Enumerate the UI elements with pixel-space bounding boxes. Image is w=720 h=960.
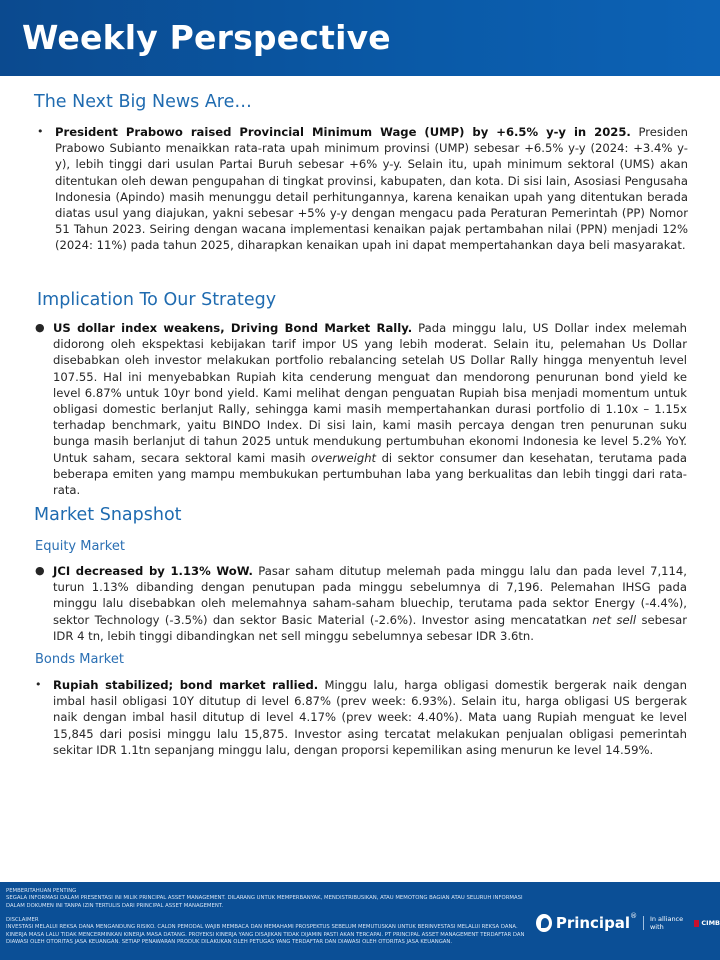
disclaimer-block bbox=[6, 917, 526, 946]
alliance-label bbox=[650, 915, 720, 931]
implication-paragraph bbox=[35, 320, 687, 498]
next-news-body: Presiden Prabowo Subianto menaikkan rata-rata upah minimum provinsi (UMP) sebesar +6.5% y-y (2024: +3.4% y-y), lebih tinggi dari usulan Partai Buruh sebesar +6% y-y. Selain itu, upah minimum sektoral (UMS) akan ditentukan oleh dewan pengupahan di tingkat provinsi, kabupaten, dan kota. Di sisi lain, Asosiasi Pengusaha Indonesia (Apindo) masih menunggu detail perhitungannya, karena kenaikan upah yang ditentukan berada diatas usul yang diajukan, yakni sebesar +5% y-y dengan mengacu pada Peraturan Pemerintah (PP) Nomor 51 Tahun 2023. Seiring dengan wacana implementasi kenaikan pajak pertambahan nilai (PPN) menjadi 12% (2024: 11%) pada tahun 2025, diharapkan kenaikan upah ini dapat mempertahankan daya beli masyarakat. bbox=[55, 125, 688, 253]
implication-heading: Implication To Our Strategy bbox=[37, 290, 277, 310]
equity-market-heading: Equity Market bbox=[35, 539, 125, 554]
page-title: Weekly Perspective bbox=[22, 18, 391, 57]
bonds-body: Minggu lalu, harga obligasi domestik bergerak naik dengan imbal hasil obligasi 10Y ditutup di level 6.87% (prev week: 6.93%). Selain itu, harga obligasi US bergerak naik dengan imbal hasil ditutup di level 4.17% (prev week: 4.40%). Mata uang Rupiah menguat ke level 15,845 dari posisi minggu lalu 15,875. Investor asing tercatat melakukan penjualan obligasi pemerintah sekitar IDR 1.1tn sepanjang minggu lalu, dengan proporsi kepemilikan asing menurun ke level 14.59%. bbox=[53, 678, 688, 757]
bullet-icon: • bbox=[37, 125, 44, 138]
equity-body-2: sebesar IDR 4 tn, lebih tinggi dibandingkan net sell minggu sebelumnya sebesar IDR 3.6tn. bbox=[53, 612, 688, 643]
notice-body: SEGALA INFORMASI DALAM PRESENTASI INI MILIK PRINCIPAL ASSET MANAGEMENT. DILARANG UNTUK MEMPERBANYAK, MENDISTRIBUSIKAN, ATAU MEMOTONG BAGIAN ATAU SELURUH INFORMASI DALAM DOKUMEN INI TANPA IZIN TERTULIS DARI PRINCIPAL ASSET MANAGEMENT. bbox=[6, 895, 523, 909]
notice-title: PEMBERITAHUAN PENTING bbox=[6, 888, 77, 894]
bonds-market-heading: Bonds Market bbox=[35, 652, 124, 667]
cimb-logo-icon bbox=[694, 920, 700, 927]
page-header bbox=[0, 0, 720, 76]
principal-logo bbox=[536, 912, 720, 934]
implication-body-2: di sektor consumer dan kesehatan, terutama pada beberapa emiten yang mampu membukukan pertumbuhan laba yang berkualitas dan lebih tinggi dari rata-rata. bbox=[53, 450, 687, 498]
logo-divider bbox=[643, 916, 644, 930]
market-snapshot-heading: Market Snapshot bbox=[34, 505, 182, 525]
alliance-text: In alliance with bbox=[649, 915, 684, 931]
next-news-lead: President Prabowo raised Provincial Minimum Wage (UMP) by +6.5% y-y in 2025. bbox=[55, 125, 631, 139]
cimb-logo-text: CIMB bbox=[701, 919, 720, 927]
equity-paragraph bbox=[35, 563, 688, 644]
disclaimer-body: INVESTASI MELALUI REKSA DANA MENGANDUNG RISIKO. CALON PEMODAL WAJIB MEMBACA DAN MEMAHAMI PROSPEKTUS SEBELUM MEMUTUSKAN UNTUK BERINVESTASI MELALUI REKSA DANA. KINERJA MASA LALU TIDAK MENCERMINKAN KINERJA MASA DATANG. PROYEKSI KINERJA YANG DISAJIKAN TIDAK DIJAMIN PASTI AKAN TERCAPAI. PT PRINCIPAL ASSET MANAGEMENT TERDAFTAR DAN DIAWASI OLEH OTORITAS JASA KEUANGAN. SETIAP PENAWARAN PRODUK DILAKUKAN OLEH PETUGAS YANG TERDAFTAR DAN DIAWASI OLEH OTORITAS JASA KEUANGAN. bbox=[6, 924, 525, 945]
next-news-paragraph bbox=[37, 124, 688, 254]
bonds-lead: Rupiah stabilized; bond market rallied. bbox=[53, 678, 319, 692]
registered-mark: ® bbox=[630, 912, 638, 920]
bullet-icon: ● bbox=[35, 321, 45, 334]
bullet-icon: ● bbox=[35, 564, 45, 577]
implication-body-1: Pada minggu lalu, US Dollar index melemah didorong oleh ekspektasi kebijakan tarif impor US yang lebih moderat. Selain itu, pelemahan Us Dollar disebabkan oleh investor melakukan portfolio rebalancing setelah US Dollar Rally hingga menyentuh level 107.55. Hal ini menyebabkan Rupiah kita cenderung menguat dan mendorong penurunan bond yield ke level 6.87% untuk 10yr bond yield. Kami melihat dengan penguatan Rupiah bisa menjadi momentum untuk obligasi domestic berlanjut Rally, sehingga kami masih mempertahankan durasi portfolio di 1.10x – 1.15x terhadap benchmark, yaitu BINDO Index. Di sisi lain, kami masih percaya dengan tren penurunan suku bunga masih berlanjut di tahun 2025 untuk mendukung pertumbuhan ekonomi Indonesia ke level 5.2% YoY. Untuk saham, secara sektoral kami masih bbox=[53, 321, 687, 465]
implication-emphasis: overweight bbox=[311, 450, 377, 465]
notice-block bbox=[6, 888, 526, 910]
bonds-paragraph bbox=[35, 677, 688, 758]
principal-logo-text: Principal bbox=[555, 914, 631, 932]
equity-lead: JCI decreased by 1.13% WoW. bbox=[53, 564, 253, 578]
bullet-icon: • bbox=[35, 678, 42, 691]
equity-body-1: Pasar saham ditutup melemah pada minggu lalu dan pada level 7,114, turun 1.13% dibanding dengan penutupan pada minggu sebelumnya di 7,196. Pelemahan IHSG pada minggu lalu disebabkan oleh melemahnya saham-saham bluechip, terutama pada sektor Energy (-4.4%), sektor Technology (-3.5%) dan sektor Basic Material (-2.6%). Investor asing mencatatkan bbox=[53, 564, 687, 627]
page-footer bbox=[0, 882, 720, 960]
principal-logo-icon bbox=[536, 914, 552, 932]
implication-lead: US dollar index weakens, Driving Bond Market Rally. bbox=[53, 321, 413, 335]
disclaimer-title: DISCLAIMER bbox=[6, 917, 39, 923]
equity-emphasis: net sell bbox=[592, 612, 637, 627]
next-news-heading: The Next Big News Are… bbox=[34, 92, 252, 112]
